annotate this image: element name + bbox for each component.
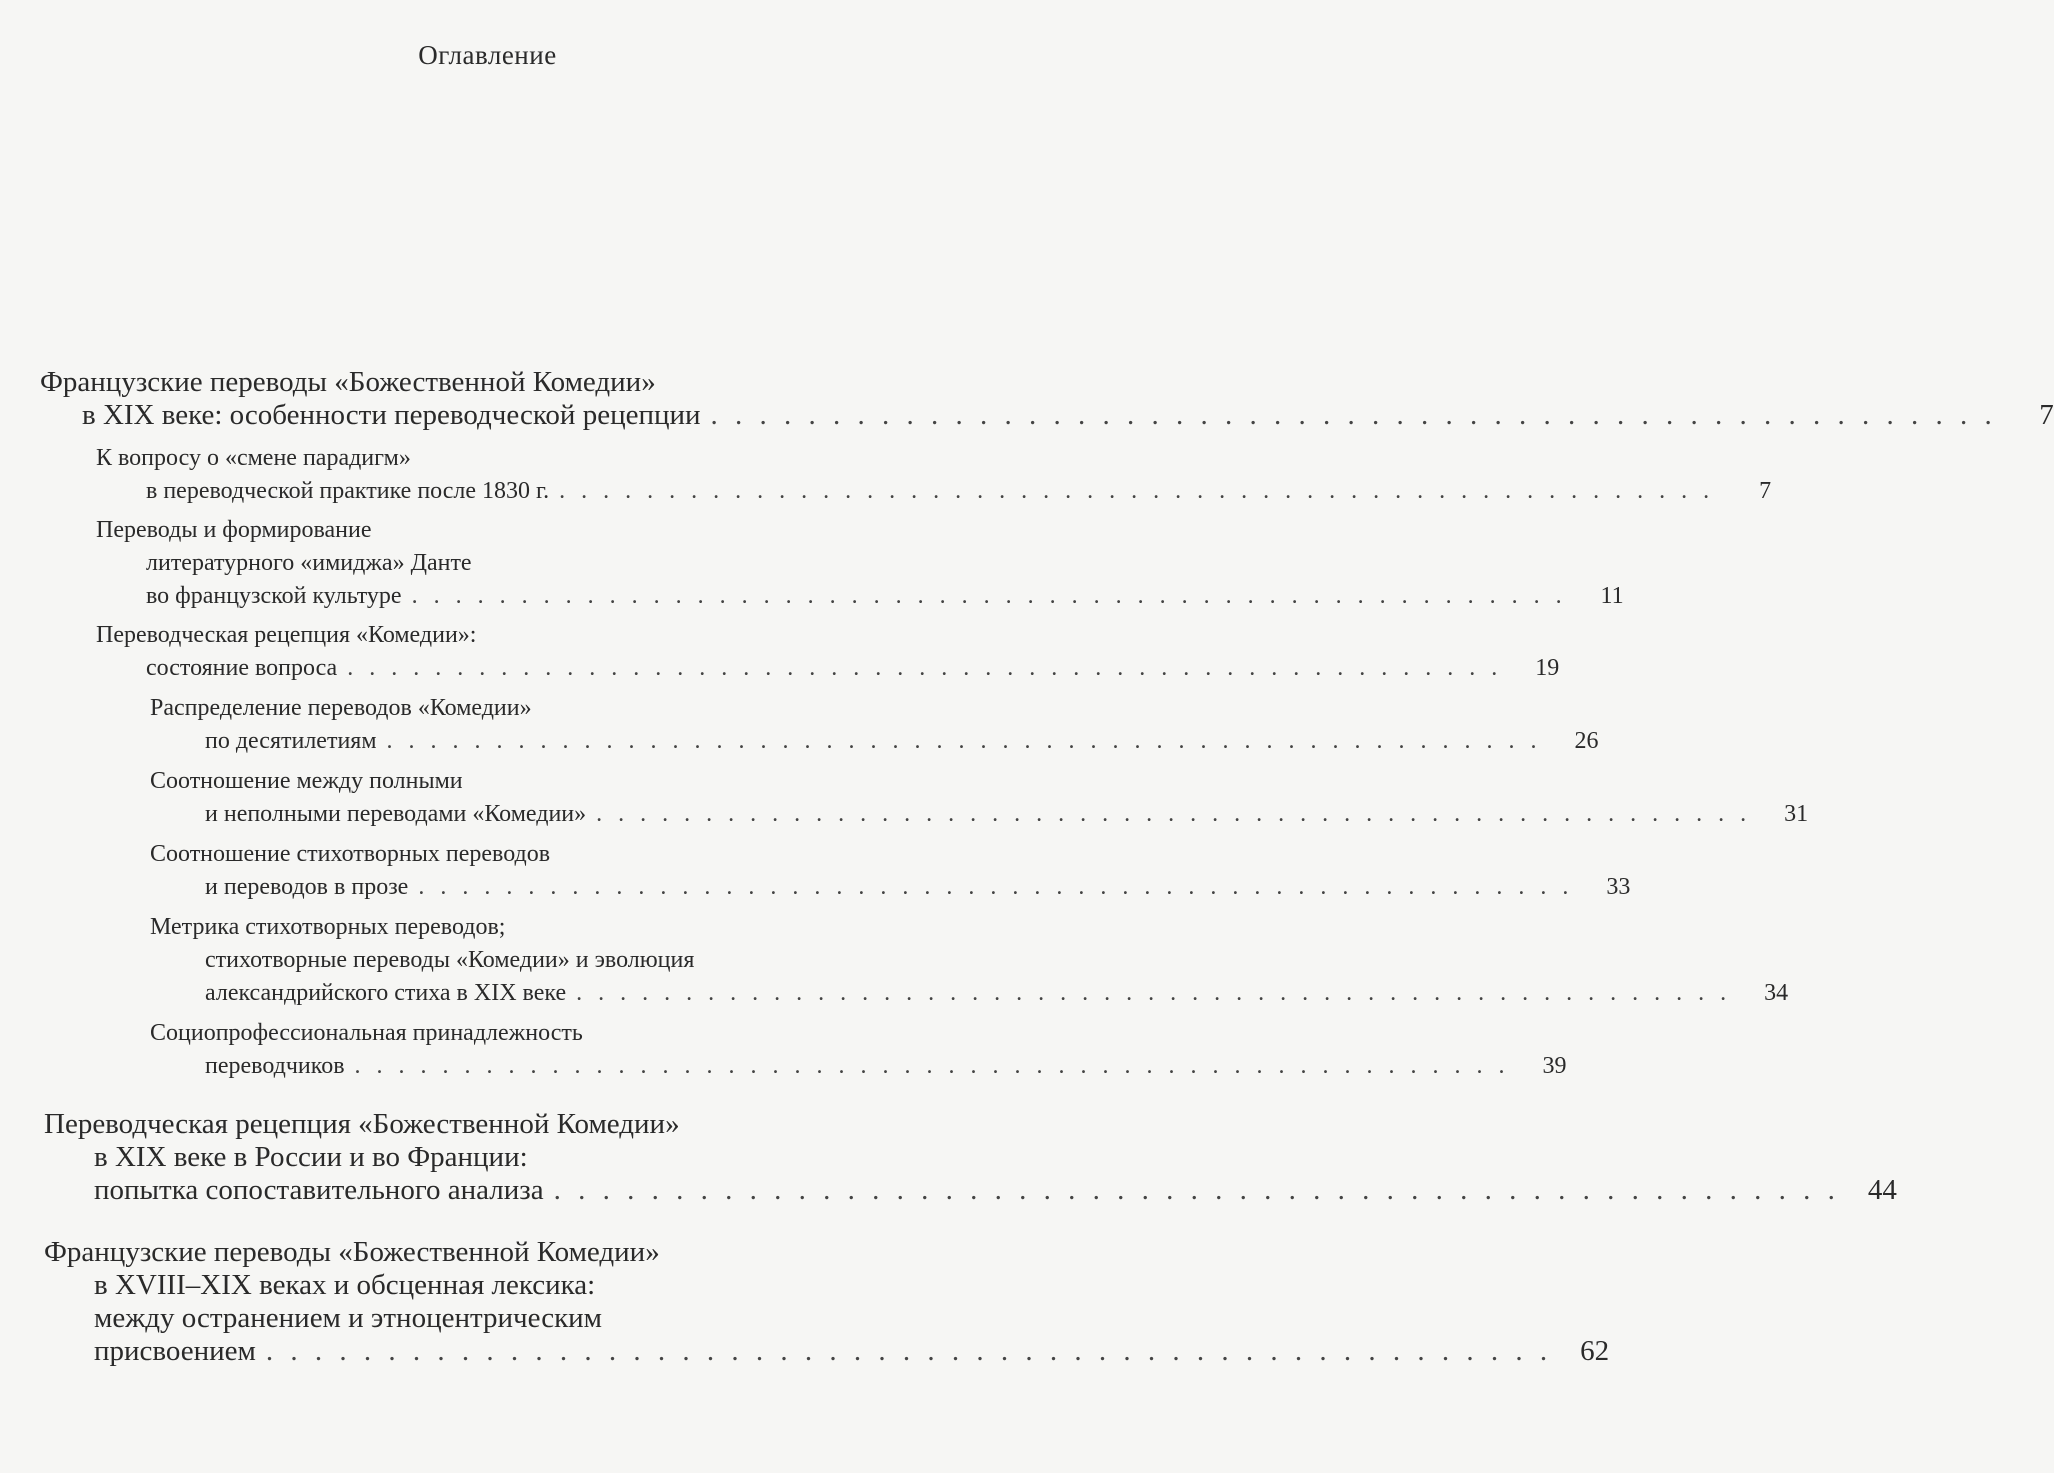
page-number: 33 [1606,874,1631,900]
toc-entry-line: и неполными переводами «Комедии» [205,801,587,827]
dot-leader: . . . . . . . . . . . . . . . . . . . . . . . . . . . . . . . . . . . . . . . . . . . . . . . . . . . . . [553,1174,1840,1206]
toc-entry-line: Соотношение между полными [150,768,463,794]
toc-entry-line: в переводческой практике после 1830 г. [146,478,550,504]
toc-entry-line: Социопрофессиональная принадлежность [150,1020,583,1046]
toc-entry-8[interactable] [150,911,1789,1010]
toc-entry-11[interactable] [44,1236,1610,1368]
dot-leader: . . . . . . . . . . . . . . . . . . . . . . . . . . . . . . . . . . . . . . . . . . . . . . . . . . . . . [411,583,1567,609]
page-number: 31 [1784,801,1809,827]
toc-entry-line: состояние вопроса [146,655,338,681]
toc-entry-line: в XIX веке: особенности переводческой рецепции [82,399,701,431]
toc-entry-9[interactable] [150,1017,1567,1083]
toc-entry-line: Метрика стихотворных переводов; [150,914,506,940]
page-number: 11 [1600,583,1624,609]
toc-entry-line: Переводы и формирование [96,517,372,543]
toc-entry-line: в XIX веке в России и во Франции: [94,1141,528,1173]
dot-leader: . . . . . . . . . . . . . . . . . . . . . . . . . . . . . . . . . . . . . . . . . . . . . . . . . . . . . [418,874,1574,900]
dot-leader: . . . . . . . . . . . . . . . . . . . . . . . . . . . . . . . . . . . . . . . . . . . . . . . . . . . . . [347,655,1503,681]
toc-entry-line: во французской культуре [146,583,402,609]
page-number: 7 [1759,478,1772,504]
page-title: Оглавление [418,40,557,70]
toc-entry-line: Распределение переводов «Комедии» [150,695,532,721]
page-number: 19 [1535,655,1560,681]
toc-entry-10[interactable] [44,1108,1897,1207]
dot-leader: . . . . . . . . . . . . . . . . . . . . . . . . . . . . . . . . . . . . . . . . . . . . . . . . . . . . . [559,478,1715,504]
dot-leader: . . . . . . . . . . . . . . . . . . . . . . . . . . . . . . . . . . . . . . . . . . . . . . . . . . . . . [596,801,1752,827]
toc-entry-7[interactable] [150,838,1631,904]
page-number: 26 [1574,728,1599,754]
toc-entry-line: Переводческая рецепция «Божественной Комедии» [44,1108,680,1140]
dot-leader: . . . . . . . . . . . . . . . . . . . . . . . . . . . . . . . . . . . . . . . . . . . . . . . . . . . . . [354,1053,1510,1079]
toc-entry-line: присвоением [94,1335,256,1367]
toc-entry-5[interactable] [150,692,1599,758]
toc-entry-2[interactable] [96,442,1772,508]
toc-entry-line: по десятилетиям [205,728,377,754]
toc-entry-line: Французские переводы «Божественной Комедии» [40,366,656,398]
page-number: 62 [1580,1335,1610,1367]
toc-entry-line: Французские переводы «Божественной Комедии» [44,1236,660,1268]
toc-entry-line: Соотношение стихотворных переводов [150,841,551,867]
toc-entry-3[interactable] [96,514,1624,613]
toc-entry-line: в XVIII–XIX веках и обсценная лексика: [94,1269,596,1301]
toc-entry-line: александрийского стиха в XIX веке [205,980,567,1006]
page-number: 44 [1867,1174,1897,1206]
toc-entry-line: стихотворные переводы «Комедии» и эволюция [205,947,695,973]
page-number: 39 [1542,1053,1567,1079]
toc-entry-line: Переводческая рецепция «Комедии»: [96,622,477,648]
toc-entry-line: и переводов в прозе [205,874,409,900]
dot-leader: . . . . . . . . . . . . . . . . . . . . . . . . . . . . . . . . . . . . . . . . . . . . . . . . . . . . . [386,728,1542,754]
page-number: 34 [1764,980,1789,1006]
page-number: 7 [2039,399,2054,431]
toc-entry-4[interactable] [96,619,1560,685]
toc-entry-line: К вопросу о «смене парадигм» [96,445,411,471]
toc-entry-1[interactable] [40,366,2054,432]
dot-leader: . . . . . . . . . . . . . . . . . . . . . . . . . . . . . . . . . . . . . . . . . . . . . . . . . . . . . [265,1335,1553,1367]
toc-entry-line: попытка сопоставительного анализа [94,1174,544,1206]
toc-entry-6[interactable] [150,765,1809,831]
dot-leader: . . . . . . . . . . . . . . . . . . . . . . . . . . . . . . . . . . . . . . . . . . . . . . . . . . . . . [710,399,1997,431]
toc-entry-line: переводчиков [205,1053,345,1079]
toc-entry-line: литературного «имиджа» Данте [146,550,472,576]
toc-entry-line: между остранением и этноцентрическим [94,1302,603,1334]
dot-leader: . . . . . . . . . . . . . . . . . . . . . . . . . . . . . . . . . . . . . . . . . . . . . . . . . . . . . [576,980,1732,1006]
